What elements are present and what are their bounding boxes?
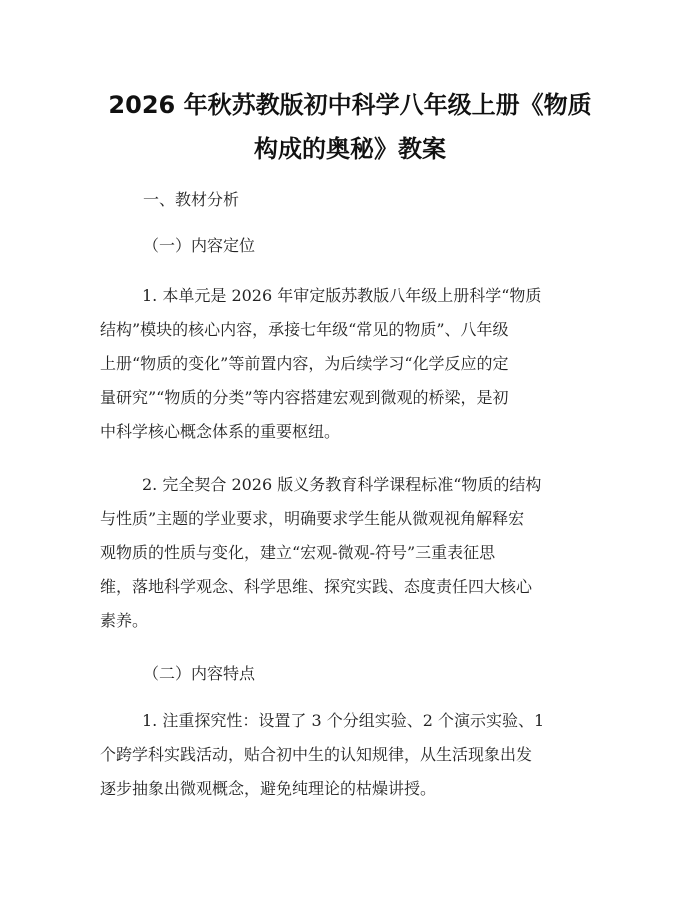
paragraph-line: 逐步抽象出微观概念，避免纯理论的枯燥讲授。 bbox=[100, 779, 437, 798]
paragraph-line: 维，落地科学观念、科学思维、探究实践、态度责任四大核心 bbox=[100, 577, 533, 596]
paragraph-line: 个跨学科实践活动，贴合初中生的认知规律，从生活现象出发 bbox=[100, 745, 533, 764]
paragraph-line: 量研究”“物质的分类”等内容搭建宏观到微观的桥梁，是初 bbox=[100, 388, 509, 407]
subsection-heading-content-features: （二）内容特点 bbox=[143, 664, 256, 683]
section-heading-textbook-analysis: 一、教材分析 bbox=[143, 190, 240, 209]
paragraph-line: 2. 完全契合 2026 版义务教育科学课程标准“物质的结构 bbox=[142, 475, 542, 494]
paragraph-1 bbox=[100, 279, 600, 449]
paragraph-line: 观物质的性质与变化，建立“宏观-微观-符号”三重表征思 bbox=[100, 543, 496, 562]
paragraph-line: 中科学核心概念体系的重要枢纽。 bbox=[100, 422, 341, 441]
paragraph-line: 结构”模块的核心内容，承接七年级“常见的物质”、八年级 bbox=[100, 320, 509, 339]
document-title-line-2: 构成的奥秘》教案 bbox=[254, 135, 446, 163]
paragraph-line: 素养。 bbox=[100, 611, 149, 630]
paragraph-line: 1. 本单元是 2026 年审定版苏教版八年级上册科学“物质 bbox=[142, 286, 542, 305]
paragraph-line: 1. 注重探究性：设置了 3 个分组实验、2 个演示实验、1 bbox=[142, 711, 545, 730]
paragraph-line: 与性质”主题的学业要求，明确要求学生能从微观视角解释宏 bbox=[100, 509, 525, 528]
paragraph-2 bbox=[100, 468, 600, 638]
document-title-line-1: 2026 年秋苏教版初中科学八年级上册《物质 bbox=[108, 91, 592, 119]
paragraph-3 bbox=[100, 704, 600, 806]
paragraph-line: 上册“物质的变化”等前置内容，为后续学习“化学反应的定 bbox=[100, 354, 509, 373]
subsection-heading-content-positioning: （一）内容定位 bbox=[143, 236, 256, 255]
